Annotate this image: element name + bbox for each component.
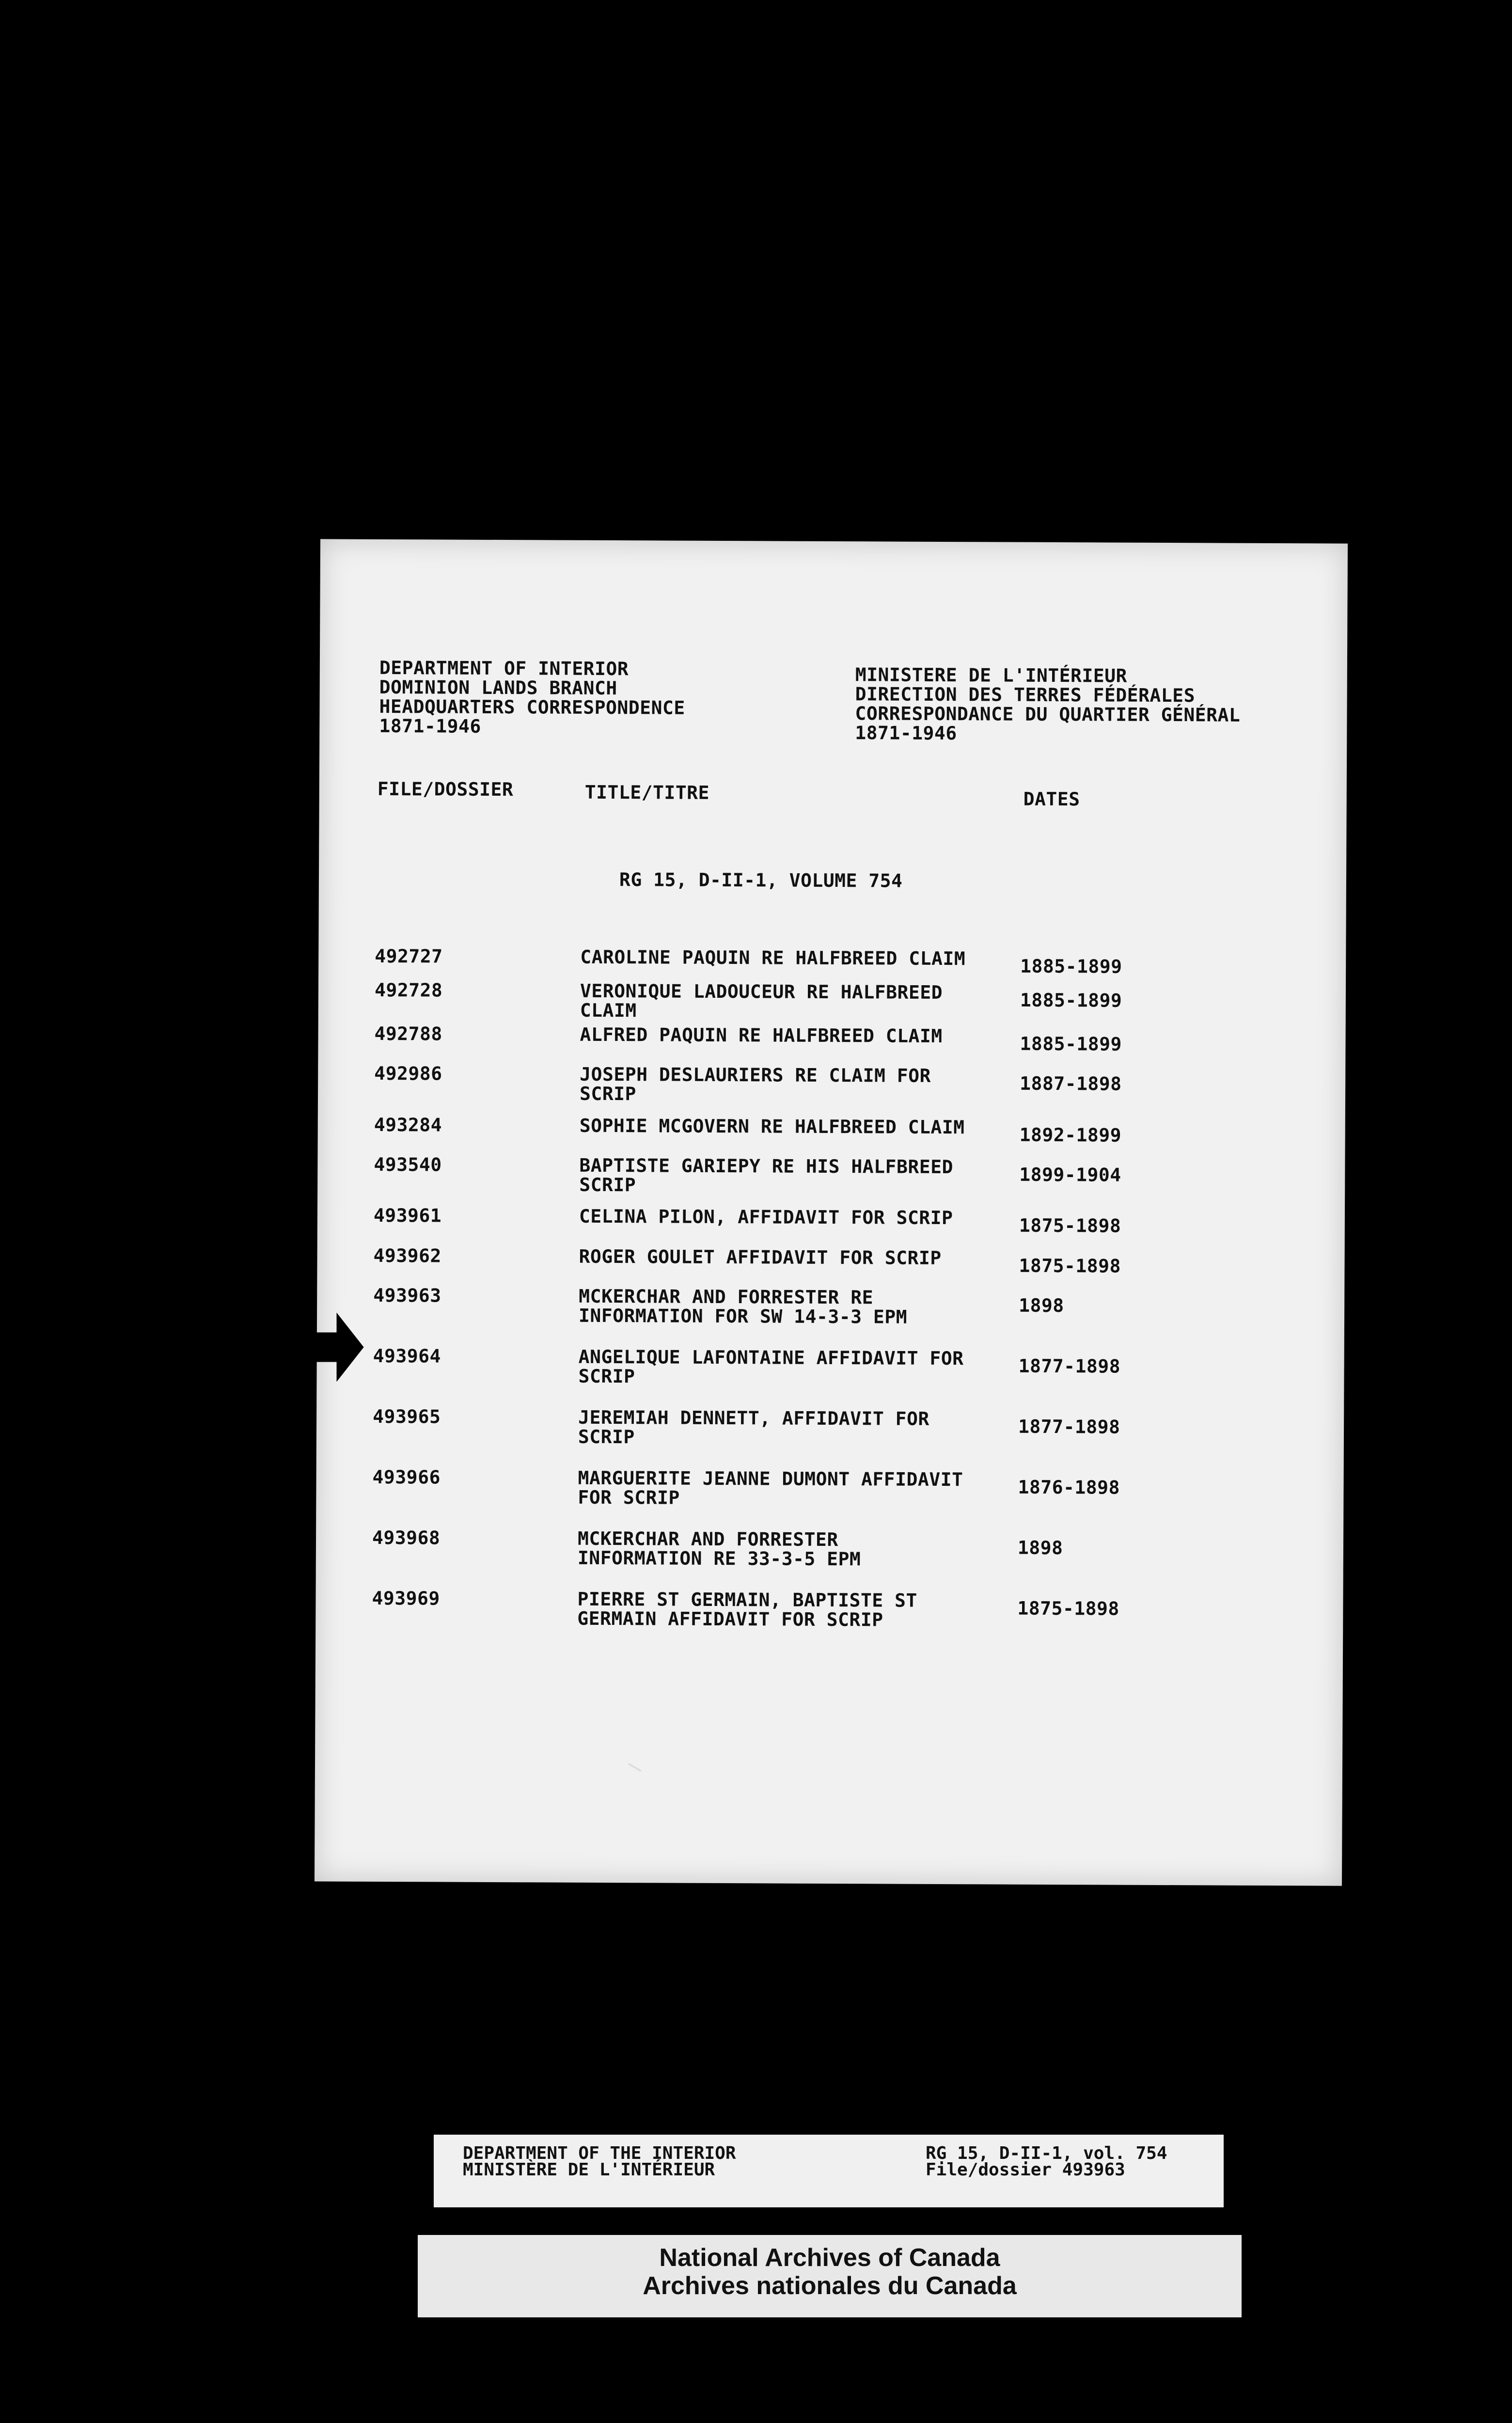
file-dates: 1876-1898 (1018, 1476, 1120, 1498)
file-title (580, 1025, 1007, 1046)
file-title-line: MCKERCHAR AND FORRESTER RE (579, 1285, 874, 1308)
file-title-line: SCRIP (579, 1083, 637, 1105)
table-row (317, 1284, 1344, 1328)
header-en-line: DEPARTMENT OF INTERIOR (379, 657, 629, 680)
file-number: 493284 (374, 1114, 442, 1136)
file-title-line: CLAIM (580, 999, 637, 1022)
file-title (579, 1287, 1005, 1327)
file-title-line: JOSEPH DESLAURIERS RE CLAIM FOR (580, 1063, 931, 1086)
file-dates: 1877-1898 (1018, 1416, 1120, 1438)
file-title (578, 1529, 1004, 1570)
column-header-file: FILE/DOSSIER (377, 778, 514, 801)
header-fr-line: 1871-1946 (855, 722, 957, 744)
file-dates: 1898 (1019, 1294, 1064, 1317)
document-page (315, 539, 1348, 1886)
file-title (580, 1116, 1006, 1137)
file-dates: 1885-1899 (1020, 989, 1122, 1011)
header-french (855, 665, 1241, 744)
file-title-line: BAPTISTE GARIEPY RE HIS HALFBREED (579, 1154, 953, 1178)
header-english (379, 658, 685, 737)
column-header-dates: DATES (1023, 788, 1080, 810)
file-number: 492986 (374, 1062, 442, 1085)
file-title-line: GERMAIN AFFIDAVIT FOR SCRIP (577, 1607, 883, 1631)
archives-name-en: National Archives of Canada (659, 2244, 1000, 2272)
table-row (316, 1587, 1343, 1631)
file-number: 493968 (372, 1526, 441, 1549)
volume-reference: RG 15, D-II-1, VOLUME 754 (619, 869, 903, 892)
table-row (317, 1244, 1345, 1277)
file-number: 492788 (374, 1023, 442, 1045)
file-title (577, 1589, 1004, 1630)
file-dates: 1887-1898 (1020, 1072, 1122, 1095)
header-en-line: HEADQUARTERS CORRESPONDENCE (379, 695, 685, 719)
file-dates: 1892-1899 (1019, 1124, 1122, 1146)
archives-name-fr: Archives nationales du Canada (643, 2272, 1017, 2300)
column-header-title: TITLE/TITRE (584, 781, 710, 803)
file-dates: 1885-1899 (1020, 1033, 1122, 1055)
file-title (580, 1065, 1006, 1105)
table-row (318, 1114, 1345, 1146)
file-title-line: SCRIP (578, 1365, 635, 1387)
file-title (578, 1468, 1004, 1509)
header-en-line: 1871-1946 (379, 715, 481, 737)
file-number: 493963 (373, 1284, 441, 1306)
file-number: 492728 (374, 979, 443, 1001)
header-fr-line: DIRECTION DES TERRES FÉDÉRALES (855, 683, 1196, 707)
file-dates: 1875-1898 (1019, 1214, 1121, 1237)
file-title (578, 1347, 1005, 1388)
file-title-line: JEREMIAH DENNETT, AFFIDAVIT FOR (578, 1406, 929, 1430)
file-title (579, 1207, 1006, 1228)
file-title-line: PIERRE ST GERMAIN, BAPTISTE ST (577, 1588, 917, 1611)
file-number: 493964 (373, 1345, 441, 1367)
file-title-line: SCRIP (579, 1174, 636, 1196)
file-title (579, 1156, 1006, 1196)
arrow-pointer-icon (303, 1311, 366, 1384)
slip-ref-line: RG 15, D-II-1, vol. 754 (926, 2143, 1167, 2163)
file-number: 493540 (374, 1153, 442, 1176)
table-row (316, 1466, 1344, 1509)
file-title-line: CELINA PILON, AFFIDAVIT FOR SCRIP (579, 1205, 953, 1229)
file-number: 493962 (373, 1244, 441, 1267)
slip-ref-line: File/dossier 493963 (926, 2160, 1125, 2180)
file-title-line: FOR SCRIP (578, 1486, 680, 1509)
slip-reference (926, 2145, 1167, 2178)
table-row (318, 1062, 1345, 1105)
archives-label (418, 2235, 1242, 2317)
file-title-line: CAROLINE PAQUIN RE HALFBREED CLAIM (580, 946, 966, 970)
file-dates: 1899-1904 (1019, 1164, 1121, 1186)
file-title-line: VERONIQUE LADOUCEUR RE HALFBREED (580, 980, 943, 1003)
slip-department (463, 2145, 736, 2178)
file-dates: 1885-1899 (1020, 955, 1122, 977)
header-fr-line: MINISTERE DE L'INTÉRIEUR (855, 664, 1128, 687)
file-number: 493966 (372, 1466, 441, 1488)
table-row (318, 1023, 1346, 1055)
file-dates: 1875-1898 (1019, 1255, 1121, 1277)
margin-mark (628, 1763, 642, 1772)
file-dates: 1875-1898 (1017, 1597, 1119, 1620)
file-number: 492727 (375, 945, 443, 967)
file-title (578, 1408, 1005, 1448)
file-title (580, 981, 1007, 1022)
header-en-line: DOMINION LANDS BRANCH (379, 676, 617, 699)
table-row (317, 1204, 1345, 1237)
table-row (318, 945, 1346, 977)
file-title-line: ANGELIQUE LAFONTAINE AFFIDAVIT FOR (578, 1346, 964, 1369)
file-title-line: ROGER GOULET AFFIDAVIT FOR SCRIP (579, 1245, 942, 1269)
file-dates: 1898 (1017, 1537, 1063, 1559)
file-title (579, 1247, 1006, 1268)
file-title-line: SOPHIE MCGOVERN RE HALFBREED CLAIM (579, 1115, 965, 1138)
slip-dept-line: DEPARTMENT OF THE INTERIOR (463, 2143, 736, 2163)
table-row (317, 1345, 1344, 1387)
file-number: 493961 (373, 1204, 442, 1227)
file-title (580, 947, 1007, 969)
file-title-line: INFORMATION FOR SW 14-3-3 EPM (578, 1305, 908, 1328)
table-row (316, 1526, 1343, 1570)
file-title-line: ALFRED PAQUIN RE HALFBREED CLAIM (580, 1023, 943, 1047)
file-dates: 1877-1898 (1018, 1355, 1121, 1377)
header-fr-line: CORRESPONDANCE DU QUARTIER GÉNÉRAL (855, 703, 1241, 726)
table-row (318, 979, 1346, 1022)
reference-slip (434, 2135, 1224, 2207)
slip-dept-line: MINISTÈRE DE L'INTÉRIEUR (463, 2160, 715, 2180)
file-title-line: MCKERCHAR AND FORRESTER (577, 1527, 838, 1551)
file-number: 493965 (373, 1405, 441, 1428)
file-title-line: MARGUERITE JEANNE DUMONT AFFIDAVIT (578, 1467, 963, 1491)
file-title-line: SCRIP (578, 1426, 635, 1448)
file-title-line: INFORMATION RE 33-3-5 EPM (577, 1547, 861, 1570)
file-number: 493969 (372, 1587, 440, 1609)
table-row (316, 1405, 1344, 1448)
table-row (318, 1153, 1345, 1196)
